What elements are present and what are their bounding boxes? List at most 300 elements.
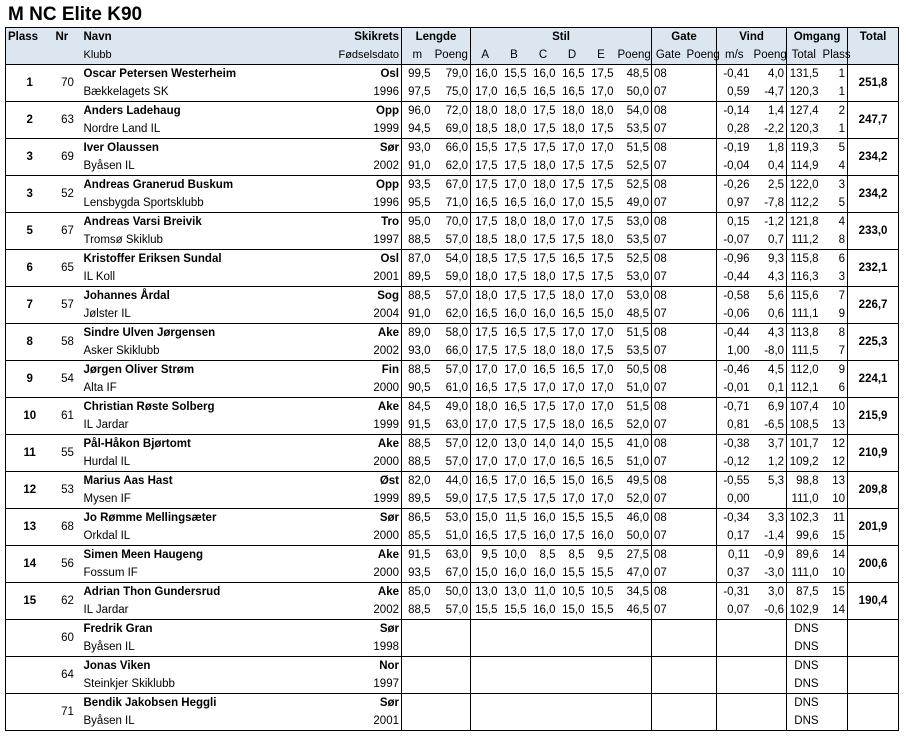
jump-gate-points (685, 65, 717, 84)
bib-number: 70 (54, 65, 82, 102)
jump-judge-a: 17,5 (471, 176, 500, 195)
jump-style-points: 52,5 (616, 157, 652, 176)
table-row-second-jump (6, 712, 899, 731)
jump-gate-points (685, 194, 717, 213)
jump-judge-e: 18,0 (591, 105, 614, 117)
jump-distance-points: 67,0 (433, 564, 471, 583)
jump-round-place: 1 (821, 120, 848, 139)
jump-judge-c: 17,0 (529, 379, 558, 398)
jump-judge-a: 16,5 (471, 379, 500, 398)
jump-style-points: 50,5 (626, 364, 650, 376)
header-vind-poeng: Poeng (752, 46, 787, 65)
jump-judge-c: 16,0 (529, 305, 558, 324)
jump-distance: 89,5 (402, 268, 433, 287)
jump-round-place: 9 (821, 305, 848, 324)
total-score: 234,2 (848, 176, 899, 213)
jump-distance: 82,0 (402, 472, 433, 491)
jump-gate-points (685, 509, 717, 528)
jump-gate: 08 (652, 250, 685, 269)
jump-judge-e: 15,0 (587, 305, 616, 324)
jump-distance-points: 75,0 (433, 83, 471, 102)
jump-round-total: 112,1 (787, 379, 821, 398)
jump-distance: 95,0 (402, 213, 433, 232)
jump-judge-d: 16,5 (562, 253, 585, 265)
jump-wind-points: 1,2 (752, 453, 787, 472)
jump-distance: 90,5 (402, 379, 433, 398)
jump-judge-c: 16,5 (533, 364, 556, 376)
jump-judge-a: 16,0 (471, 65, 500, 84)
jump-wind-points: -8,0 (752, 342, 787, 361)
club-name: IL Jardar (82, 416, 326, 435)
jump-judge-c: 16,0 (529, 527, 558, 546)
place-cell: 15 (6, 583, 54, 620)
table-row-second-jump (6, 120, 899, 139)
jump-gate: 08 (652, 176, 685, 195)
jump-round-total: 111,5 (787, 342, 821, 361)
header-row-sub (6, 46, 899, 65)
jump-judge-d: 17,5 (558, 157, 587, 176)
jump-judge-b: 17,5 (500, 268, 529, 287)
jump-judge-c: 17,5 (529, 490, 558, 509)
header-omgang-plass: Plass (821, 46, 848, 65)
jump-judge-c: 17,5 (529, 231, 558, 250)
table-row (6, 176, 899, 195)
club-name: Byåsen IL (82, 638, 326, 657)
jump-gate: 07 (652, 157, 685, 176)
jump-gate-points (685, 398, 717, 417)
jump-wind-points: 3,0 (768, 586, 785, 598)
table-row (6, 583, 899, 602)
jump-round-total: 101,7 (787, 435, 821, 454)
jump-judge-d: 17,5 (562, 179, 585, 191)
region-code: Ake (377, 401, 399, 413)
jump-judge-a: 18,5 (471, 120, 500, 139)
jump-distance-points: 59,0 (433, 268, 471, 287)
jump-gate-points (685, 231, 717, 250)
jump-gate-points (685, 583, 717, 602)
jump-distance-points: 70,0 (445, 216, 469, 228)
jump-judge-c: 18,0 (533, 179, 556, 191)
jump-distance: 89,0 (402, 324, 433, 343)
bib-number: 71 (54, 694, 82, 731)
jump-round-total: 131,5 (787, 65, 821, 84)
header-stil-poeng: Poeng (616, 46, 652, 65)
table-row (6, 361, 899, 380)
jump-judge-a: 17,0 (471, 83, 500, 102)
jump-judge-a: 18,0 (471, 287, 500, 306)
jump-wind-points: 1,8 (768, 142, 785, 154)
jump-round-total: 102,9 (787, 601, 821, 620)
total-score: 234,2 (848, 139, 899, 176)
jump-gate-points (685, 453, 717, 472)
jump-round-total: 98,8 (787, 472, 821, 491)
total-score (848, 620, 899, 657)
athlete-name: Oscar Petersen Westerheim (83, 68, 237, 80)
jump-style-points: 51,5 (626, 401, 650, 413)
table-row (6, 213, 899, 232)
jump-wind-points: -2,2 (752, 120, 787, 139)
jump-judge-e: 17,5 (591, 253, 614, 265)
jump-judge-d: 15,5 (558, 564, 587, 583)
jump-wind-points: 0,1 (752, 379, 787, 398)
jump-judge-e: 17,0 (591, 290, 614, 302)
jump-judge-c: 18,0 (533, 216, 556, 228)
jump-distance: 93,5 (402, 176, 433, 195)
jump-wind-points (752, 490, 787, 509)
region-code: Sør (379, 697, 399, 709)
jump-wind-points: 9,3 (768, 253, 785, 265)
table-row-second-jump (6, 342, 899, 361)
jump-gate-points (685, 83, 717, 102)
jump-distance-points: 57,0 (445, 290, 469, 302)
jump-wind-points: -4,7 (752, 83, 787, 102)
header-e: E (587, 46, 616, 65)
jump-distance: 93,0 (402, 139, 433, 158)
athlete-name: Anders Ladehaug (83, 105, 181, 117)
birth-year: 1999 (326, 120, 402, 139)
bib-number: 61 (54, 398, 82, 435)
jump-judge-d: 16,5 (558, 453, 587, 472)
region-code: Tro (381, 216, 399, 228)
place-cell (6, 657, 54, 694)
jump-gate: 07 (652, 305, 685, 324)
jump-distance-points: 71,0 (433, 194, 471, 213)
jump-style-points: 51,5 (626, 142, 650, 154)
jump-judge-c: 17,0 (529, 453, 558, 472)
jump-round-place: 7 (821, 342, 848, 361)
jump-gate-points (685, 601, 717, 620)
header-vind: Vind (717, 28, 787, 47)
club-name: Mysen IF (82, 490, 326, 509)
jump-round-total: 121,8 (787, 213, 821, 232)
header-gate-poeng: Poeng (685, 46, 717, 65)
jump-wind: 0,97 (717, 194, 752, 213)
jump-judge-c: 16,0 (533, 68, 556, 80)
jump-wind: 0,37 (717, 564, 752, 583)
table-row-second-jump (6, 379, 899, 398)
place-cell: 5 (6, 213, 54, 250)
jump-judge-e: 17,5 (587, 120, 616, 139)
place-cell: 3 (6, 176, 54, 213)
header-skikrets: Skikrets (326, 28, 402, 47)
table-row-second-jump (6, 157, 899, 176)
jump-style-points: 41,0 (626, 438, 650, 450)
jump-judge-b: 17,5 (500, 527, 529, 546)
jump-judge-a: 17,5 (471, 490, 500, 509)
jump-wind-points: -1,2 (764, 216, 785, 228)
jump-judge-c: 17,5 (529, 416, 558, 435)
jump-judge-e: 17,0 (591, 142, 614, 154)
jump-distance-points: 79,0 (445, 68, 469, 80)
jump-wind: 0,81 (717, 416, 752, 435)
jump-distance-points: 61,0 (433, 379, 471, 398)
jump-judge-d: 15,0 (562, 475, 585, 487)
jump-judge-e: 15,5 (587, 601, 616, 620)
jump-judge-c: 17,5 (533, 105, 556, 117)
jump-round-total: 127,4 (787, 102, 821, 121)
jump-judge-c: 17,5 (533, 327, 556, 339)
jump-judge-d: 17,0 (562, 216, 585, 228)
jump-wind: 0,07 (717, 601, 752, 620)
total-score (848, 694, 899, 731)
jump-judge-c: 16,0 (529, 601, 558, 620)
jump-gate-points (685, 490, 717, 509)
athlete-name: Kristoffer Eriksen Sundal (83, 253, 222, 265)
total-score: 251,8 (848, 65, 899, 102)
table-row (6, 509, 899, 528)
region-code: Sør (379, 142, 399, 154)
jump-wind: -0,01 (717, 379, 752, 398)
jump-judge-b: 15,5 (504, 68, 527, 80)
jump-judge-c: 18,0 (529, 157, 558, 176)
jump-round-place: 15 (832, 586, 846, 598)
total-score: 201,9 (848, 509, 899, 546)
total-score: 190,4 (848, 583, 899, 620)
table-row-second-jump (6, 453, 899, 472)
jump-wind: -0,07 (717, 231, 752, 250)
jump-wind: -0,38 (717, 435, 752, 454)
jump-style-points: 46,5 (616, 601, 652, 620)
header-total: Total (848, 28, 899, 47)
athlete-name: Sindre Ulven Jørgensen (83, 327, 216, 339)
jump-gate: 07 (652, 194, 685, 213)
birth-year: 1997 (326, 231, 402, 250)
region-code: Sør (379, 623, 399, 635)
jump-judge-a: 16,5 (471, 305, 500, 324)
athlete-name: Jonas Viken (83, 660, 151, 672)
athlete-name: Jørgen Oliver Strøm (83, 364, 195, 376)
jump-judge-a: 17,5 (471, 157, 500, 176)
region-code: Opp (376, 105, 399, 117)
birth-year: 2002 (326, 157, 402, 176)
table-row (6, 102, 899, 121)
region-code: Ake (377, 549, 399, 561)
jump-gate: 07 (652, 564, 685, 583)
jump-judge-b: 17,0 (504, 179, 527, 191)
jump-wind: -0,19 (717, 139, 752, 158)
total-score: 224,1 (848, 361, 899, 398)
club-name: Lensbygda Sportsklubb (82, 194, 326, 213)
jump-gate: 07 (652, 490, 685, 509)
table-row (6, 250, 899, 269)
dns-status: DNS (787, 712, 821, 731)
jump-wind: -0,41 (717, 65, 752, 84)
table-row-second-jump (6, 416, 899, 435)
jump-judge-b: 16,5 (504, 327, 527, 339)
jump-gate-points (685, 120, 717, 139)
jump-judge-e: 15,5 (591, 512, 614, 524)
table-row (6, 657, 899, 676)
athlete-name: Marius Aas Hast (83, 475, 173, 487)
jump-distance: 94,5 (402, 120, 433, 139)
jump-style-points: 48,5 (626, 68, 650, 80)
jump-wind-points: -0,9 (764, 549, 785, 561)
jump-distance-points: 67,0 (445, 179, 469, 191)
birth-year: 2004 (326, 305, 402, 324)
place-cell (6, 620, 54, 657)
jump-wind-points: 2,5 (768, 179, 785, 191)
jump-wind-points: 4,5 (768, 364, 785, 376)
athlete-name: Adrian Thon Gundersrud (83, 586, 221, 598)
jump-wind: -0,58 (717, 287, 752, 306)
jump-wind: 0,11 (717, 546, 752, 565)
jump-judge-a: 13,0 (471, 583, 500, 602)
jump-gate-points (685, 472, 717, 491)
birth-year: 2000 (326, 453, 402, 472)
jump-judge-d: 17,5 (558, 268, 587, 287)
jump-judge-c: 16,0 (533, 512, 556, 524)
jump-judge-d: 18,0 (562, 290, 585, 302)
jump-round-place: 6 (838, 253, 846, 265)
jump-wind-points: 6,9 (768, 401, 785, 413)
jump-gate: 08 (652, 435, 685, 454)
jump-gate: 08 (652, 287, 685, 306)
table-row-second-jump (6, 194, 899, 213)
jump-distance: 85,5 (402, 527, 433, 546)
club-name: Bækkelagets SK (82, 83, 326, 102)
jump-gate: 07 (652, 527, 685, 546)
header-stil: Stil (471, 28, 652, 47)
jump-gate: 08 (652, 509, 685, 528)
jump-wind: -0,26 (717, 176, 752, 195)
birth-year: 2000 (326, 527, 402, 546)
header-lengde: Lengde (402, 28, 471, 47)
table-row (6, 398, 899, 417)
header-omgang: Omgang (787, 28, 848, 47)
athlete-name: Christian Røste Solberg (83, 401, 215, 413)
table-row-second-jump (6, 268, 899, 287)
jump-judge-b: 16,0 (500, 564, 529, 583)
jump-distance-points: 50,0 (445, 586, 469, 598)
jump-distance: 84,5 (402, 398, 433, 417)
birth-year: 1996 (326, 83, 402, 102)
jump-gate-points (685, 102, 717, 121)
jump-wind: -0,12 (717, 453, 752, 472)
jump-gate: 08 (652, 102, 685, 121)
table-row (6, 472, 899, 491)
region-code: Ake (377, 327, 399, 339)
birth-year: 2001 (326, 712, 402, 731)
jump-gate-points (685, 342, 717, 361)
table-row (6, 435, 899, 454)
jump-round-total: 114,9 (787, 157, 821, 176)
birth-year: 2001 (326, 268, 402, 287)
jump-judge-d: 17,0 (562, 401, 585, 413)
jump-distance: 88,5 (402, 361, 433, 380)
jump-judge-d: 16,5 (562, 364, 585, 376)
jump-judge-e: 15,5 (587, 194, 616, 213)
jump-round-place: 13 (832, 475, 846, 487)
jump-style-points: 52,0 (616, 490, 652, 509)
jump-style-points: 49,5 (626, 475, 650, 487)
header-gate: Gate (652, 28, 717, 47)
bib-number: 68 (54, 509, 82, 546)
jump-distance: 91,0 (402, 305, 433, 324)
jump-round-place: 4 (821, 157, 848, 176)
club-name: IL Koll (82, 268, 326, 287)
place-cell: 1 (6, 65, 54, 102)
birth-year: 2000 (326, 564, 402, 583)
jump-judge-e: 17,0 (591, 327, 614, 339)
region-code: Osl (380, 253, 399, 265)
jump-judge-d: 17,5 (558, 231, 587, 250)
region-code: Opp (376, 179, 399, 191)
jump-gate-points (685, 139, 717, 158)
place-cell: 11 (6, 435, 54, 472)
table-row-second-jump (6, 601, 899, 620)
bib-number: 64 (54, 657, 82, 694)
jump-style-points: 51,0 (616, 453, 652, 472)
jump-style-points: 54,0 (626, 105, 650, 117)
jump-judge-a: 16,5 (471, 194, 500, 213)
region-code: Fin (381, 364, 399, 376)
jump-judge-d: 17,5 (558, 527, 587, 546)
jump-judge-d: 18,0 (558, 416, 587, 435)
jump-wind-points: -7,8 (752, 194, 787, 213)
jump-judge-c: 14,0 (533, 438, 556, 450)
table-row (6, 694, 899, 713)
jump-wind: -0,55 (717, 472, 752, 491)
table-row (6, 620, 899, 639)
jump-judge-e: 17,5 (591, 216, 614, 228)
jump-judge-e: 17,5 (591, 68, 614, 80)
place-cell: 10 (6, 398, 54, 435)
jump-judge-a: 18,0 (471, 268, 500, 287)
birth-year: 1999 (326, 416, 402, 435)
jump-round-total: 111,1 (787, 305, 821, 324)
jump-distance-points: 57,0 (433, 601, 471, 620)
jump-distance: 93,5 (402, 564, 433, 583)
table-row-second-jump (6, 675, 899, 694)
place-cell: 12 (6, 472, 54, 509)
table-row-second-jump (6, 305, 899, 324)
jump-judge-c: 16,5 (533, 475, 556, 487)
region-code: Ake (377, 438, 399, 450)
jump-distance: 91,5 (402, 546, 433, 565)
jump-wind: -0,34 (717, 509, 752, 528)
jump-round-total: 111,2 (787, 231, 821, 250)
table-row (6, 139, 899, 158)
table-row-second-jump (6, 527, 899, 546)
athlete-name: Bendik Jakobsen Heggli (83, 697, 217, 709)
jump-wind: 0,00 (717, 490, 752, 509)
jump-judge-c: 16,0 (529, 564, 558, 583)
jump-judge-d: 8,5 (568, 549, 585, 561)
jump-wind-points: 0,7 (752, 231, 787, 250)
region-code: Øst (379, 475, 399, 487)
jump-round-place: 10 (821, 490, 848, 509)
jump-style-points: 49,0 (616, 194, 652, 213)
total-score: 215,9 (848, 398, 899, 435)
jump-gate-points (685, 435, 717, 454)
jump-wind-points: 1,4 (768, 105, 785, 117)
jump-round-total: 116,3 (787, 268, 821, 287)
jump-distance: 96,0 (402, 102, 433, 121)
jump-round-place: 15 (821, 527, 848, 546)
jump-judge-e: 17,0 (587, 379, 616, 398)
jump-distance: 89,5 (402, 490, 433, 509)
total-score: 200,6 (848, 546, 899, 583)
jump-wind-points: -6,5 (752, 416, 787, 435)
bib-number: 57 (54, 287, 82, 324)
header-lengde-poeng: Poeng (433, 46, 471, 65)
jump-judge-a: 16,5 (471, 472, 500, 491)
jump-gate: 07 (652, 342, 685, 361)
jump-distance: 91,0 (402, 157, 433, 176)
jump-round-total: 108,5 (787, 416, 821, 435)
region-code: Nor (379, 660, 399, 672)
total-score: 209,8 (848, 472, 899, 509)
